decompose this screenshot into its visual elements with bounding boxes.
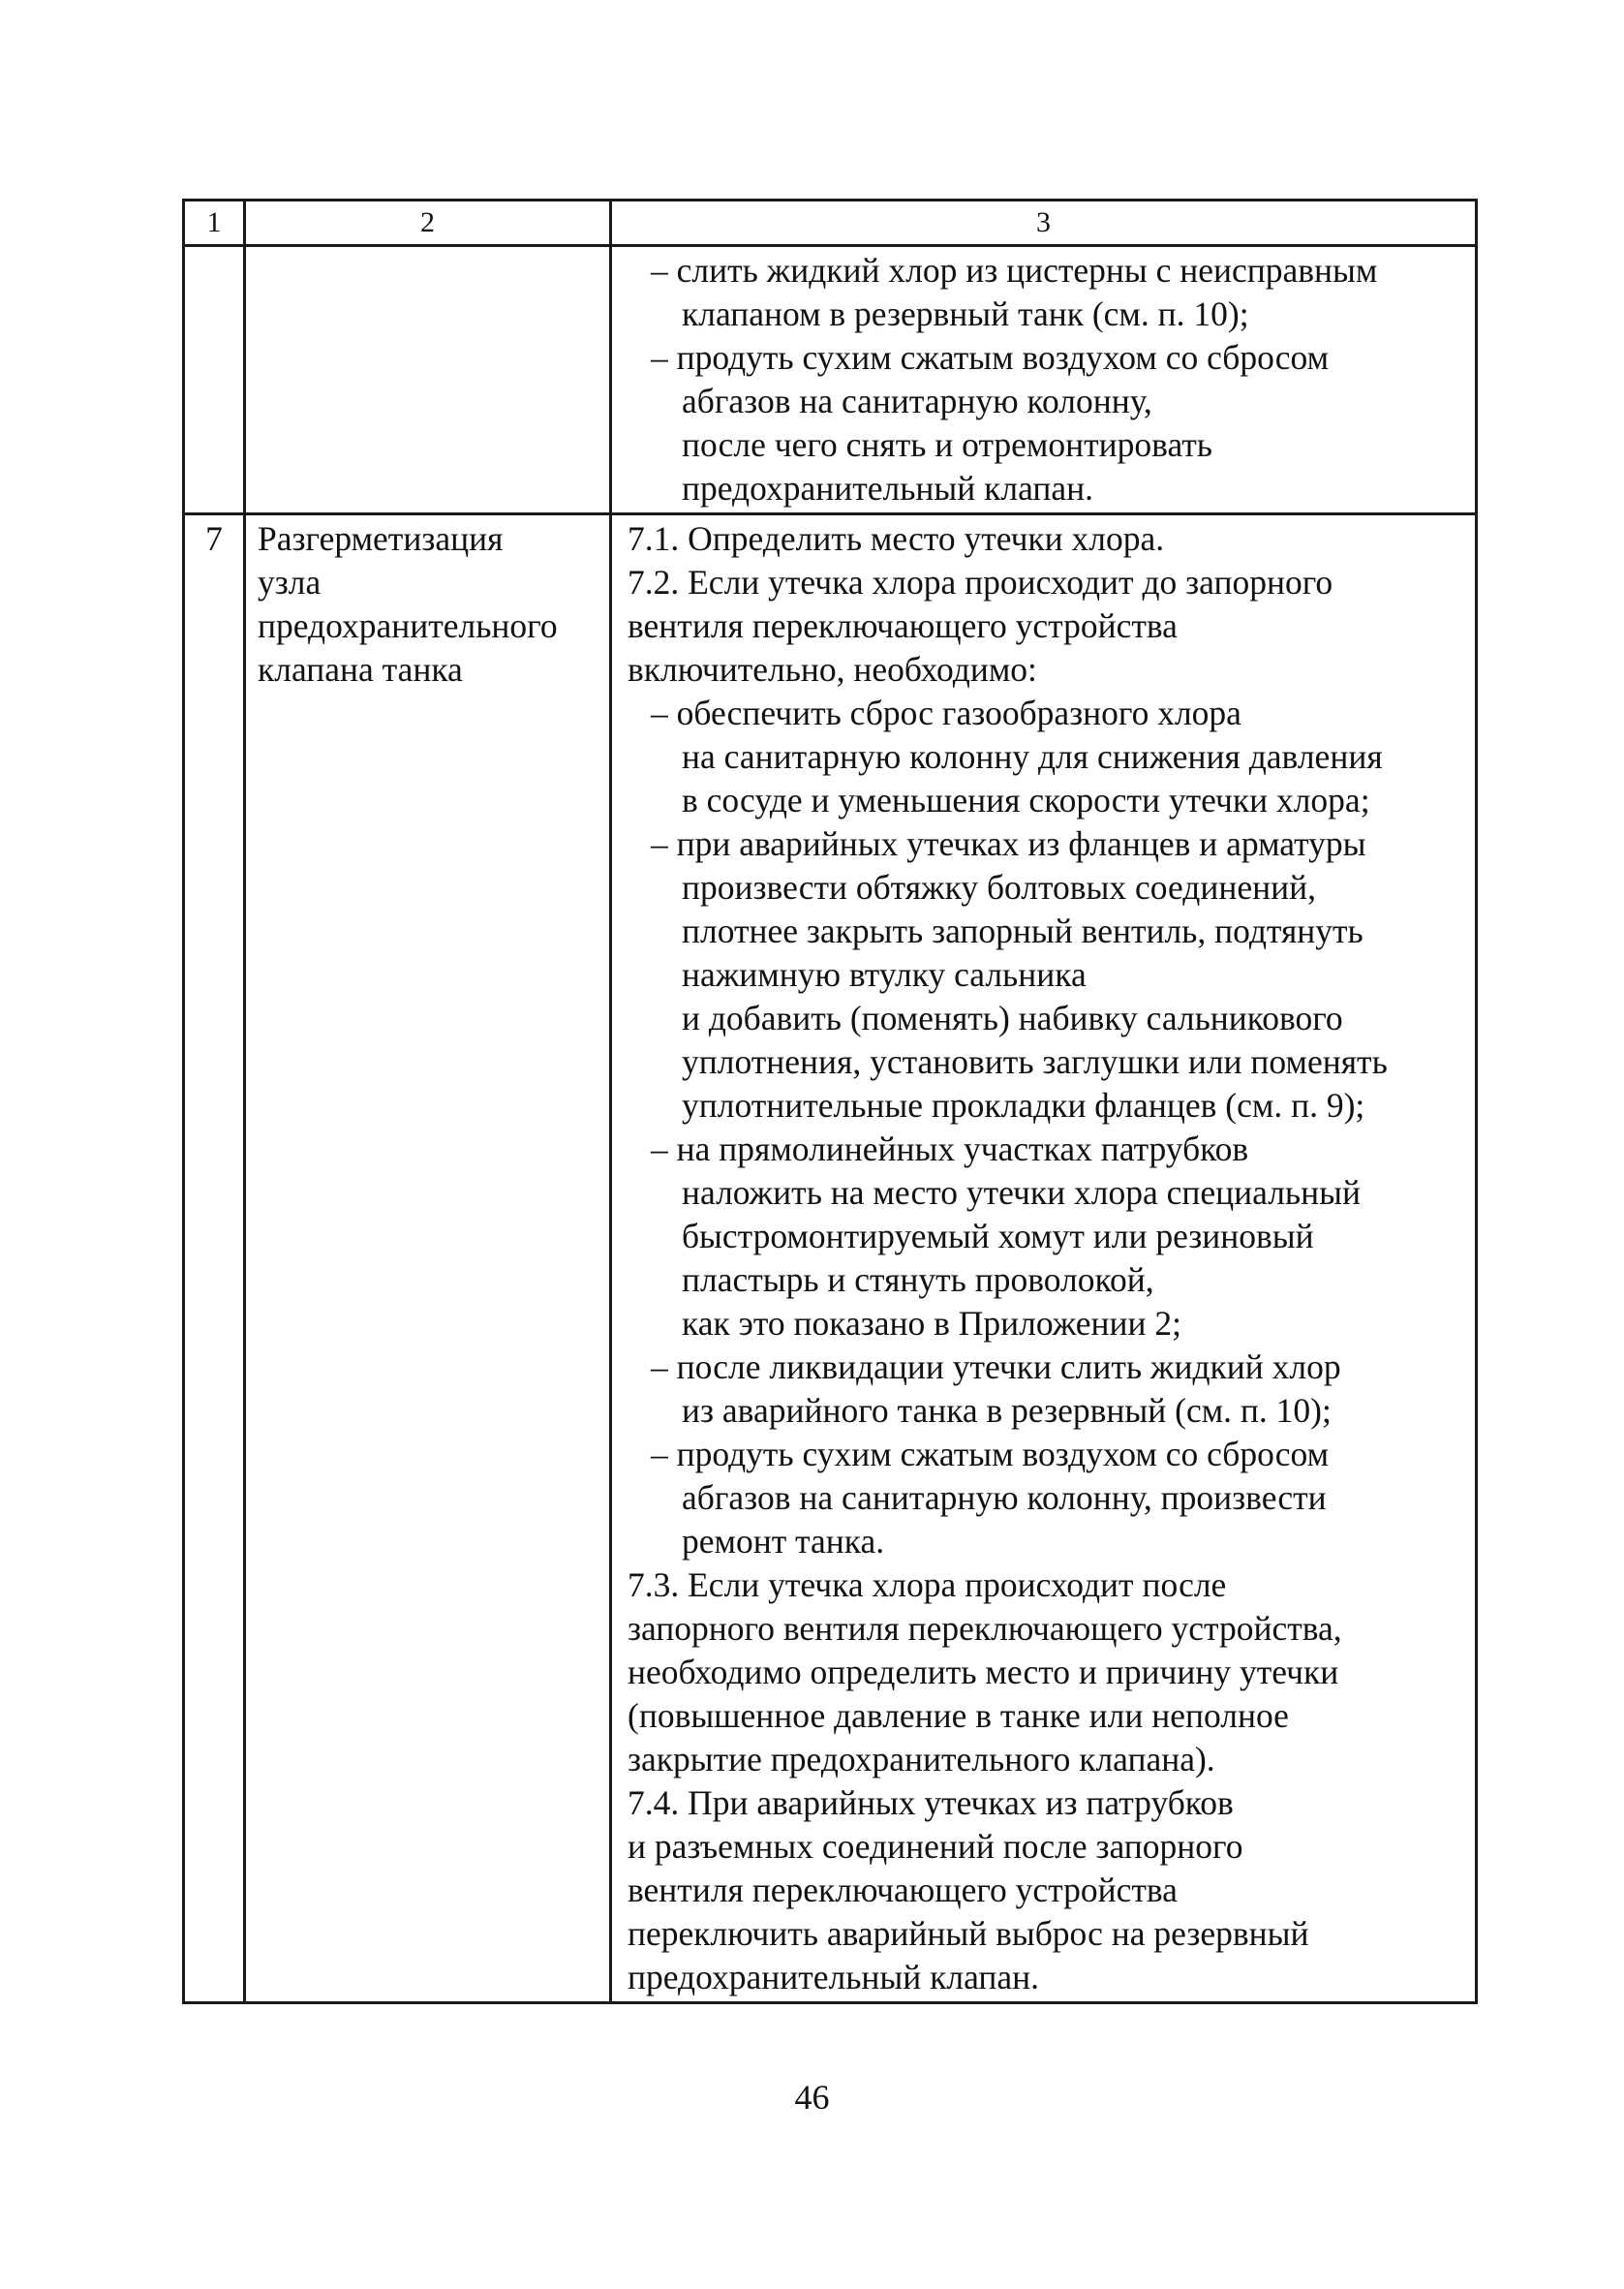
list-item-line: и добавить (поменять) набивку сальникового (682, 999, 1343, 1037)
list-item-line: уплотнительные прокладки фланцев (см. п. 9); (682, 1086, 1365, 1125)
list-item-line: на санитарную колонну для снижения давления (682, 737, 1383, 776)
row-actions-cell (611, 246, 1477, 514)
list-item-line: нажимную втулку сальника (682, 955, 1087, 994)
list-item-line: клапаном в резервный танк (см. п. 10); (682, 294, 1249, 333)
paragraph-7-3-line: (повышенное давление в танке или неполное (628, 1696, 1289, 1735)
header-col-1: 1 (184, 201, 245, 246)
list-item-line: плотнее закрыть запорный вентиль, подтянуть (682, 912, 1364, 950)
list-item-line: – продуть сухим сжатым воздухом со сбросом (651, 338, 1330, 377)
header-col-3: 3 (611, 201, 1477, 246)
row-title-cell (245, 514, 611, 2003)
instruction-table (182, 199, 1478, 2004)
list-item-line: предохранительный клапан. (682, 469, 1093, 508)
row-actions-cell (611, 514, 1477, 2003)
paragraph-7-2-line: 7.2. Если утечка хлора происходит до запорного (628, 563, 1333, 602)
paragraph-7-4-line: переключить аварийный выброс на резервный (628, 1914, 1309, 1953)
list-item-line: – на прямолинейных участках патрубков (651, 1129, 1249, 1168)
list-item-line: из аварийного танка в резервный (см. п. 10); (682, 1391, 1332, 1430)
row-title-line: клапана танка (258, 650, 463, 689)
paragraph-7-2-line: включительно, необходимо: (628, 650, 1037, 689)
page-number: 46 (794, 2078, 830, 2117)
row-title-line: Разгерметизация (258, 519, 504, 558)
paragraph-7-4-line: 7.4. При аварийных утечках из патрубков (628, 1783, 1234, 1822)
row-title-line: узла (258, 563, 322, 602)
paragraph-7-3-line: 7.3. Если утечка хлора происходит после (628, 1565, 1227, 1604)
list-item-line: наложить на место утечки хлора специальный (682, 1173, 1361, 1212)
table-header-row (184, 201, 1477, 246)
row-title-line: предохранительного (258, 606, 558, 645)
list-item-line: абгазов на санитарную колонну, (682, 382, 1152, 420)
list-item-line: уплотнения, установить заглушки или поменять (682, 1042, 1388, 1081)
list-item-line: пластырь и стянуть проволокой, (682, 1260, 1154, 1299)
table-row-7 (184, 514, 1477, 2003)
paragraph-7-4-line: вентиля переключающего устройства (628, 1871, 1178, 1909)
row-number-cell-empty (184, 246, 245, 514)
paragraph-7-3-line: закрытие предохранительного клапана). (628, 1740, 1215, 1779)
table-row-continued (184, 246, 1477, 514)
list-item-line: абгазов на санитарную колонну, произвести (682, 1478, 1327, 1517)
list-item-line: произвести обтяжку болтовых соединений, (682, 868, 1316, 907)
list-item-line: как это показано в Приложении 2; (682, 1304, 1182, 1343)
paragraph-7-2-line: вентиля переключающего устройства (628, 606, 1178, 645)
header-col-2: 2 (245, 201, 611, 246)
paragraph-7-3-line: запорного вентиля переключающего устройства, (628, 1609, 1342, 1648)
row-number (184, 514, 245, 2003)
paragraph-7-4-line: предохранительный клапан. (628, 1958, 1039, 1996)
row-number-text: 7 (205, 519, 223, 558)
list-item-line: – слить жидкий хлор из цистерны с неисправным (651, 251, 1378, 290)
paragraph-7-3-line: необходимо определить место и причину утечки (628, 1653, 1339, 1691)
paragraph-7-4-line: и разъемных соединений после запорного (628, 1827, 1243, 1866)
list-item-line: быстромонтируемый хомут или резиновый (682, 1217, 1314, 1255)
paragraph-7-1: 7.1. Определить место утечки хлора. (628, 519, 1165, 558)
list-item-line: – продуть сухим сжатым воздухом со сбросом (651, 1435, 1330, 1473)
list-item-line: в сосуде и уменьшения скорости утечки хлора; (682, 781, 1370, 820)
list-item-line: – при аварийных утечках из фланцев и арматуры (651, 824, 1366, 863)
list-item-line: ремонт танка. (682, 1522, 885, 1561)
list-item-line: – обеспечить сброс газообразного хлора (651, 694, 1241, 732)
list-item-line: после чего снять и отремонтировать (682, 425, 1212, 464)
list-item-line: – после ликвидации утечки слить жидкий хлор (651, 1347, 1341, 1386)
row-title-cell-empty (245, 246, 611, 514)
